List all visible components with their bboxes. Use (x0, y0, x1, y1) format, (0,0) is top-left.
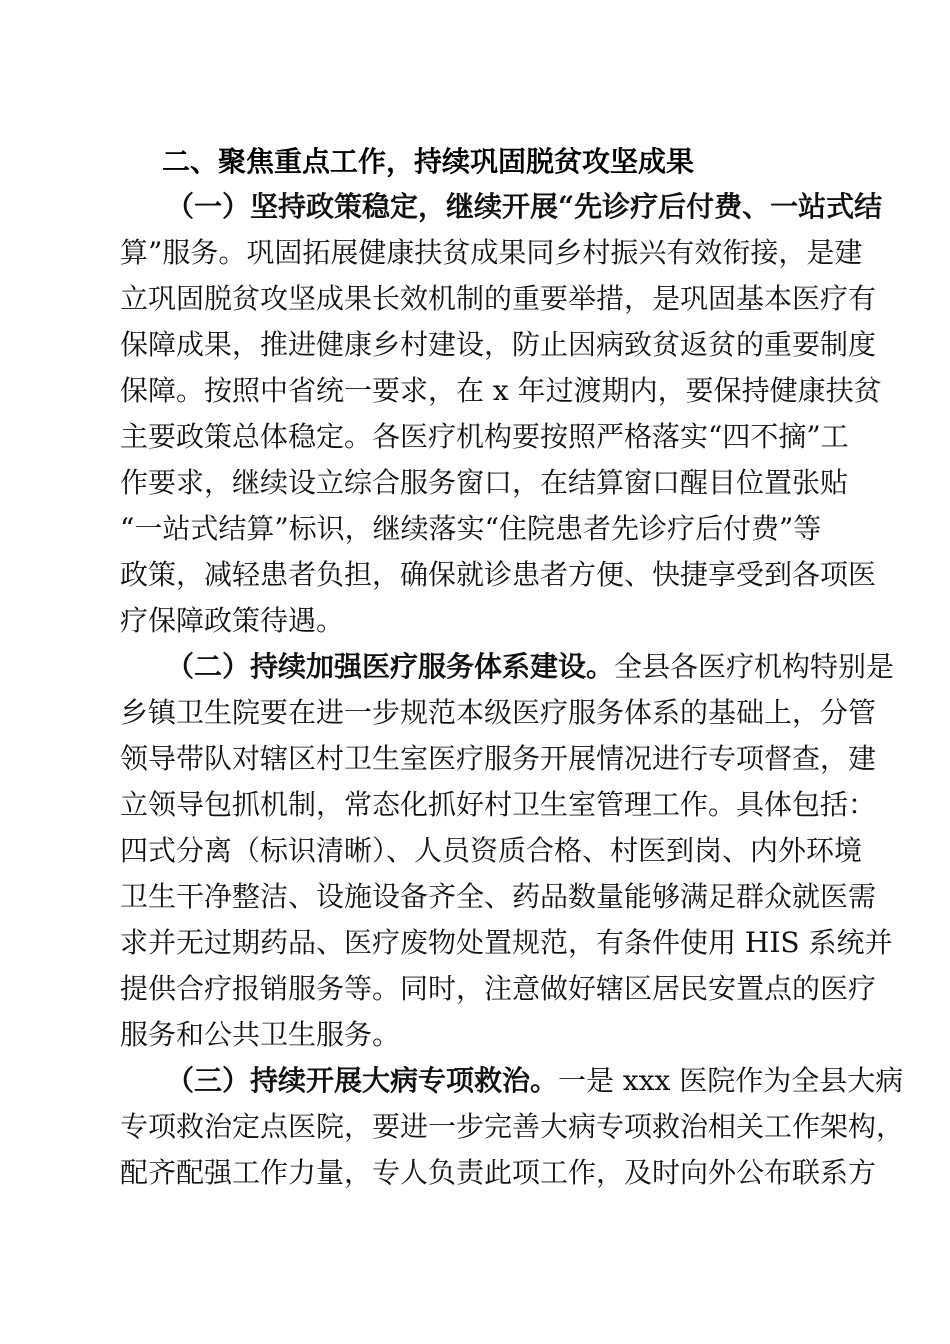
paragraph-1-title: （一）坚持政策稳定，继续开展“先诊疗后付费、一站式结 (166, 190, 883, 223)
paragraph-1-line: 政策，减轻患者负担，确保就诊患者方便、快捷享受到各项医 (120, 558, 877, 591)
paragraph-2-line: 服务和公共卫生服务。 (120, 1018, 401, 1051)
paragraph-3-line: 专项救治定点医院，要进一步完善大病专项救治相关工作架构， (120, 1110, 905, 1143)
paragraph-2-first-line-rest: 全县各医疗机构特别是 (614, 650, 895, 683)
paragraph-3-title: （三）持续开展大病专项救治。 (166, 1064, 559, 1097)
paragraph-2-line: 求并无过期药品、医疗废物处置规范，有条件使用 HIS 系统并 (120, 926, 893, 959)
paragraph-1-line: 作要求，继续设立综合服务窗口，在结算窗口醒目位置张贴 (120, 466, 849, 499)
paragraph-2-line: 四式分离（标识清晰）、人员资质合格、村医到岗、内外环境 (120, 834, 863, 867)
paragraph-2-line: 领导带队对辖区村卫生室医疗服务开展情况进行专项督查，建 (120, 742, 877, 775)
section-heading: 二、聚焦重点工作，持续巩固脱贫攻坚成果 (162, 145, 695, 178)
paragraph-3-first-line (166, 1061, 903, 1101)
paragraph-3-first-line-rest: 一是 xxx 医院作为全县大病 (558, 1064, 904, 1097)
paragraph-1-line: 疗保障政策待遇。 (120, 604, 345, 637)
paragraph-3-line: 配齐配强工作力量，专人负责此项工作，及时向外公布联系方 (120, 1156, 877, 1189)
paragraph-2-line: 卫生干净整洁、设施设备齐全、药品数量能够满足群众就医需 (120, 880, 877, 913)
paragraph-1-line: 保障。按照中省统一要求，在 x 年过渡期内，要保持健康扶贫 (120, 374, 882, 407)
paragraph-1-line: 立巩固脱贫攻坚成果长效机制的重要举措，是巩固基本医疗有 (120, 282, 877, 315)
paragraph-1-line: 主要政策总体稳定。各医疗机构要按照严格落实“四不摘”工 (120, 420, 849, 453)
paragraph-2-line: 立领导包抓机制，常态化抓好村卫生室管理工作。具体包括： (120, 788, 877, 821)
paragraph-2-line: 提供合疗报销服务等。同时，注意做好辖区居民安置点的医疗 (120, 972, 877, 1005)
paragraph-1-line: 保障成果，推进健康乡村建设，防止因病致贫返贫的重要制度 (120, 328, 877, 361)
paragraph-2-title: （二）持续加强医疗服务体系建设。 (166, 650, 615, 683)
paragraph-1-line: “一站式结算”标识，继续落实“住院患者先诊疗后付费”等 (120, 512, 822, 545)
paragraph-2-first-line (166, 647, 894, 687)
paragraph-2-line: 乡镇卫生院要在进一步规范本级医疗服务体系的基础上，分管 (120, 696, 877, 729)
paragraph-1-line: 算”服务。巩固拓展健康扶贫成果同乡村振兴有效衔接，是建 (120, 236, 863, 269)
